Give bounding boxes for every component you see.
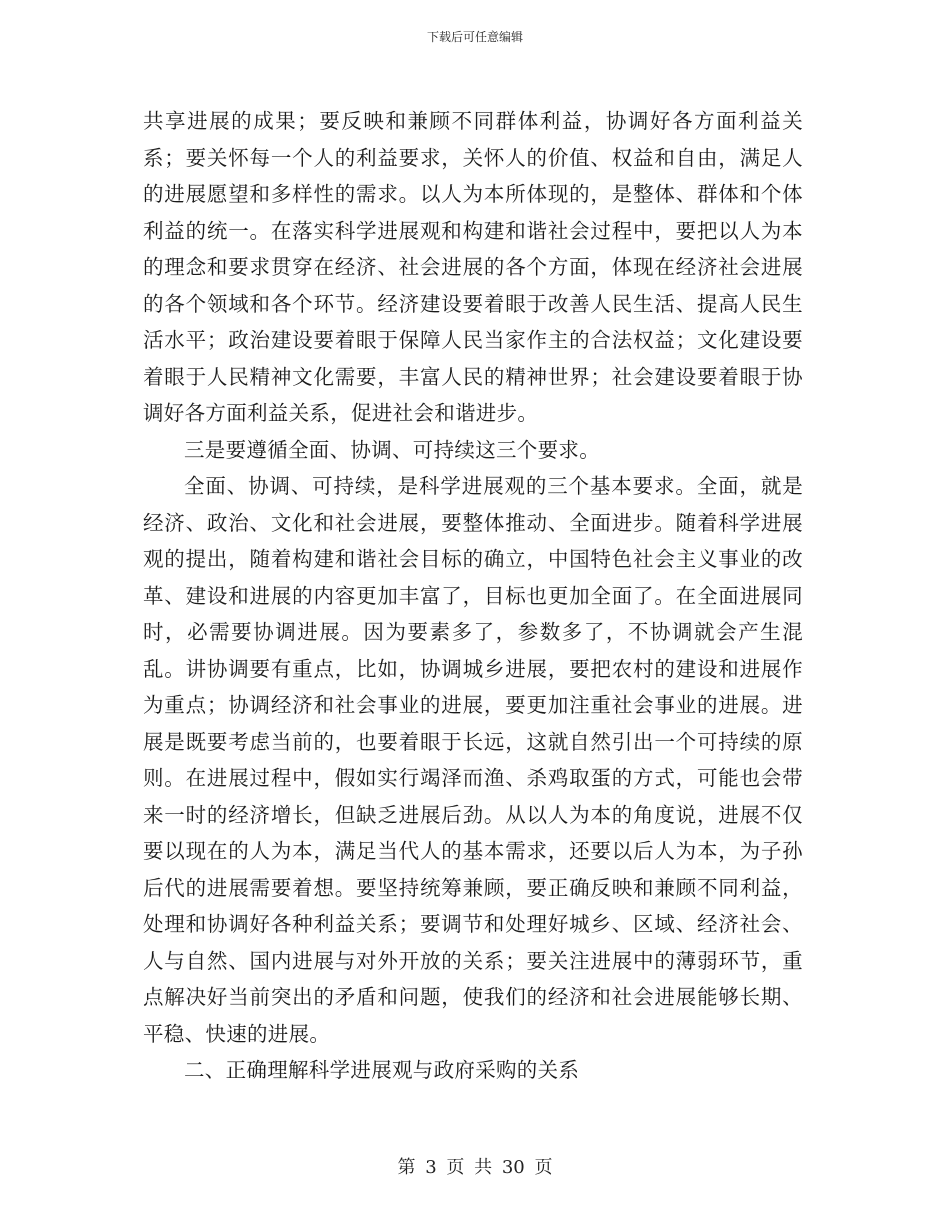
page-header-note: 下载后可任意编辑 bbox=[426, 30, 523, 44]
body-paragraph-2: 三是要遵循全面、协调、可持续这三个要求。 bbox=[184, 437, 600, 462]
page-number-footer: 第 3 页 共 30 页 bbox=[397, 1157, 553, 1178]
body-paragraph-1: 共享进展的成果；要反映和兼顾不同群体利益，协调好各方面利益关系；要关怀每一个人的利益要求，关怀人的价值、权益和自由，满足人的进展愿望和多样性的需求。以人为本所体现的，是整体、群体和个体利益的统一。在落实科学进展观和构建和谐社会过程中，要把以人为本的理念和要求贯穿在经济、社会进展的各个方面，体现在经济社会进展的各个领域和各个环节。经济建设要着眼于改善人民生活、提高人民生活水平；政治建设要着眼于保障人民当家作主的合法权益；文化建设要着眼于人民精神文化需要，丰富人民的精神世界；社会建设要着眼于协调好各方面利益关系，促进社会和谐进步。 bbox=[143, 109, 803, 425]
section-heading: 二、正确理解科学进展观与政府采购的关系 bbox=[184, 1058, 580, 1082]
document-body bbox=[143, 103, 803, 1089]
body-paragraph-3: 全面、协调、可持续，是科学进展观的三个基本要求。全面，就是经济、政治、文化和社会进展，要整体推动、全面进步。随着科学进展观的提出，随着构建和谐社会目标的确立，中国特色社会主义事业的改革、建设和进展的内容更加丰富了，目标也更加全面了。在全面进展同时，必需要协调进展。因为要素多了，参数多了，不协调就会产生混乱。讲协调要有重点，比如，协调城乡进展，要把农村的建设和进展作为重点；协调经济和社会事业的进展，要更加注重社会事业的进展。进展是既要考虑当前的，也要着眼于长远，这就自然引出一个可持续的原则。在进展过程中，假如实行竭泽而渔、杀鸡取蛋的方式，可能也会带来一时的经济增长，但缺乏进展后劲。从以人为本的角度说，进展不仅要以现在的人为本，满足当代人的基本需求，还要以后人为本，为子孙后代的进展需要着想。要坚持统筹兼顾，要正确反映和兼顾不同利益，处理和协调好各种利益关系；要调节和处理好城乡、区域、经济社会、人与自然、国内进展与对外开放的关系；要关注进展中的薄弱环节，重点解决好当前突出的矛盾和问题，使我们的经济和社会进展能够长期、平稳、快速的进展。 bbox=[143, 474, 803, 1046]
